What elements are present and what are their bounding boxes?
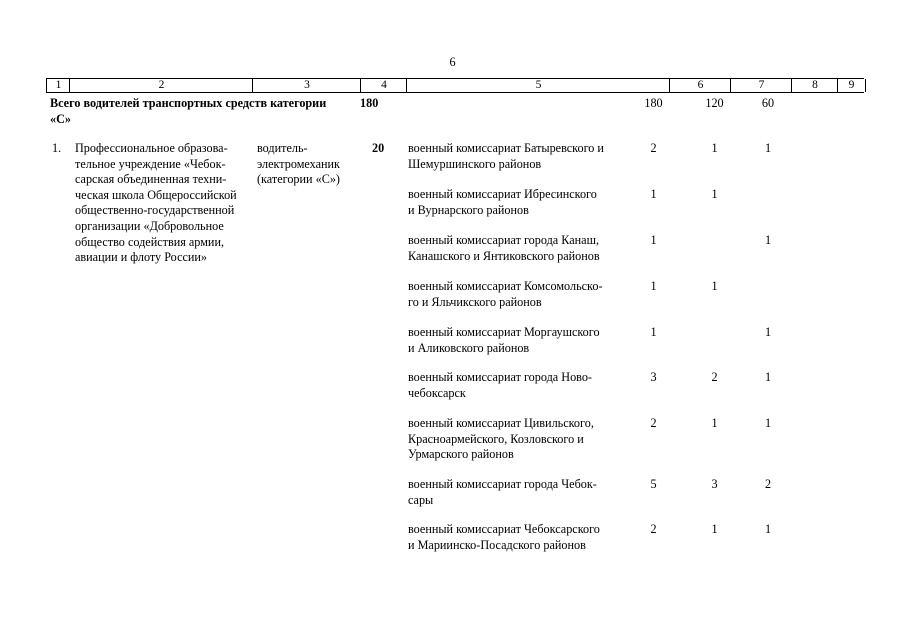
header-col-8: 8 <box>791 79 838 92</box>
col6-value: 1 <box>650 233 657 247</box>
col7-value: 1 <box>711 279 718 293</box>
commissariat-line: военный комиссариат Чебоксарского <box>408 522 600 536</box>
commissariat-line: военный комиссариат города Ново- <box>408 370 592 384</box>
org-line: Профессиональное образова- <box>75 141 228 155</box>
commissariat-line: Красноармейского, Козловского и <box>408 431 584 446</box>
org-line: ческая школа Общероссийской <box>75 187 237 202</box>
commissariat-line: военный комиссариат Ибресинского <box>408 187 597 201</box>
specialty <box>257 141 357 188</box>
commissariat-line: военный комиссариат города Канаш, <box>408 233 600 247</box>
header-col-9: 9 <box>837 79 866 92</box>
total-col4: 180 <box>360 96 379 110</box>
commissariat-line: военный комиссариат Батыревского и <box>408 141 604 155</box>
col7-value: 1 <box>711 141 718 155</box>
total-label-line1: Всего водителей транспортных средств категории <box>50 96 327 110</box>
commissariat-name <box>408 416 618 463</box>
commissariat-line: военный комиссариат Комсомольско- <box>408 279 603 293</box>
col6-value: 2 <box>650 522 657 536</box>
commissariat-name <box>408 279 618 310</box>
col8-value: 2 <box>764 477 772 491</box>
organization-name <box>75 141 248 266</box>
commissariat-line: военный комиссариат Моргаушского <box>408 325 600 339</box>
commissariat-line: го и Яльчикского районов <box>408 294 542 309</box>
specialty-line: электромеханик <box>257 156 340 171</box>
commissariat-line: сары <box>408 492 434 507</box>
org-line: общество содействия армии, <box>75 234 225 249</box>
col8-value: 1 <box>764 233 772 247</box>
commissariat-name <box>408 325 618 356</box>
col6-value: 1 <box>650 187 657 201</box>
col6-value: 1 <box>650 325 657 339</box>
commissariat-line: Шемуршинского районов <box>408 156 542 171</box>
commissariat-line: и Аликовского районов <box>408 340 530 355</box>
commissariat-name <box>408 477 618 508</box>
commissariat-line: и Мариинско-Посадского районов <box>408 537 586 552</box>
total-col6: 180 <box>644 96 663 110</box>
col6-value: 2 <box>650 141 657 155</box>
commissariat-name <box>408 187 618 218</box>
header-col-3: 3 <box>252 79 361 92</box>
commissariat-name <box>408 370 618 401</box>
col8-value: 1 <box>764 522 772 536</box>
col8-value: 1 <box>764 325 772 339</box>
col7-value: 1 <box>711 416 718 430</box>
col7-value: 1 <box>711 187 718 201</box>
commissariat-line: военный комиссариат города Чебок- <box>408 477 597 491</box>
header-col-6: 6 <box>669 79 731 92</box>
total-label-line2: «С» <box>50 112 71 126</box>
col8-value: 1 <box>764 416 772 430</box>
total-col7: 120 <box>705 96 724 110</box>
col8-value: 1 <box>764 141 772 155</box>
col6-value: 2 <box>650 416 657 430</box>
specialty-line: (категории «С») <box>257 172 340 187</box>
commissariat-name <box>408 233 618 264</box>
commissariat-line: чебоксарск <box>408 385 466 400</box>
commissariat-line: Урмарского районов <box>408 447 514 462</box>
col7-value: 1 <box>711 522 718 536</box>
org-line: тельное учреждение «Чебок- <box>75 156 226 171</box>
col6-value: 3 <box>650 370 657 384</box>
commissariat-line: Канашского и Янтиковского районов <box>408 248 600 263</box>
specialty-line: водитель- <box>257 141 308 155</box>
header-col-7: 7 <box>730 79 792 92</box>
commissariat-line: военный комиссариат Цивильского, <box>408 416 594 430</box>
header-col-1: 1 <box>46 79 70 92</box>
org-line: авиации и флоту России» <box>75 250 208 265</box>
commissariat-name <box>408 141 618 172</box>
commissariat-name <box>408 522 618 553</box>
col7-value: 2 <box>711 370 718 384</box>
header-col-2: 2 <box>69 79 253 92</box>
page-number: 6 <box>449 55 456 69</box>
total-col8: 60 <box>761 96 775 110</box>
header-col-5: 5 <box>406 79 670 92</box>
col8-value: 1 <box>764 370 772 384</box>
entry-count: 20 <box>372 141 385 155</box>
org-line: общественно-государственной <box>75 203 235 218</box>
col6-value: 5 <box>650 477 657 491</box>
header-col-4: 4 <box>360 79 407 92</box>
org-line: сарская объединенная техни- <box>75 172 227 187</box>
table-header-row <box>46 78 864 93</box>
org-line: организации «Добровольное <box>75 218 224 233</box>
commissariat-line: и Вурнарского районов <box>408 202 529 217</box>
col6-value: 1 <box>650 279 657 293</box>
entry-number: 1. <box>52 141 62 155</box>
col7-value: 3 <box>711 477 718 491</box>
